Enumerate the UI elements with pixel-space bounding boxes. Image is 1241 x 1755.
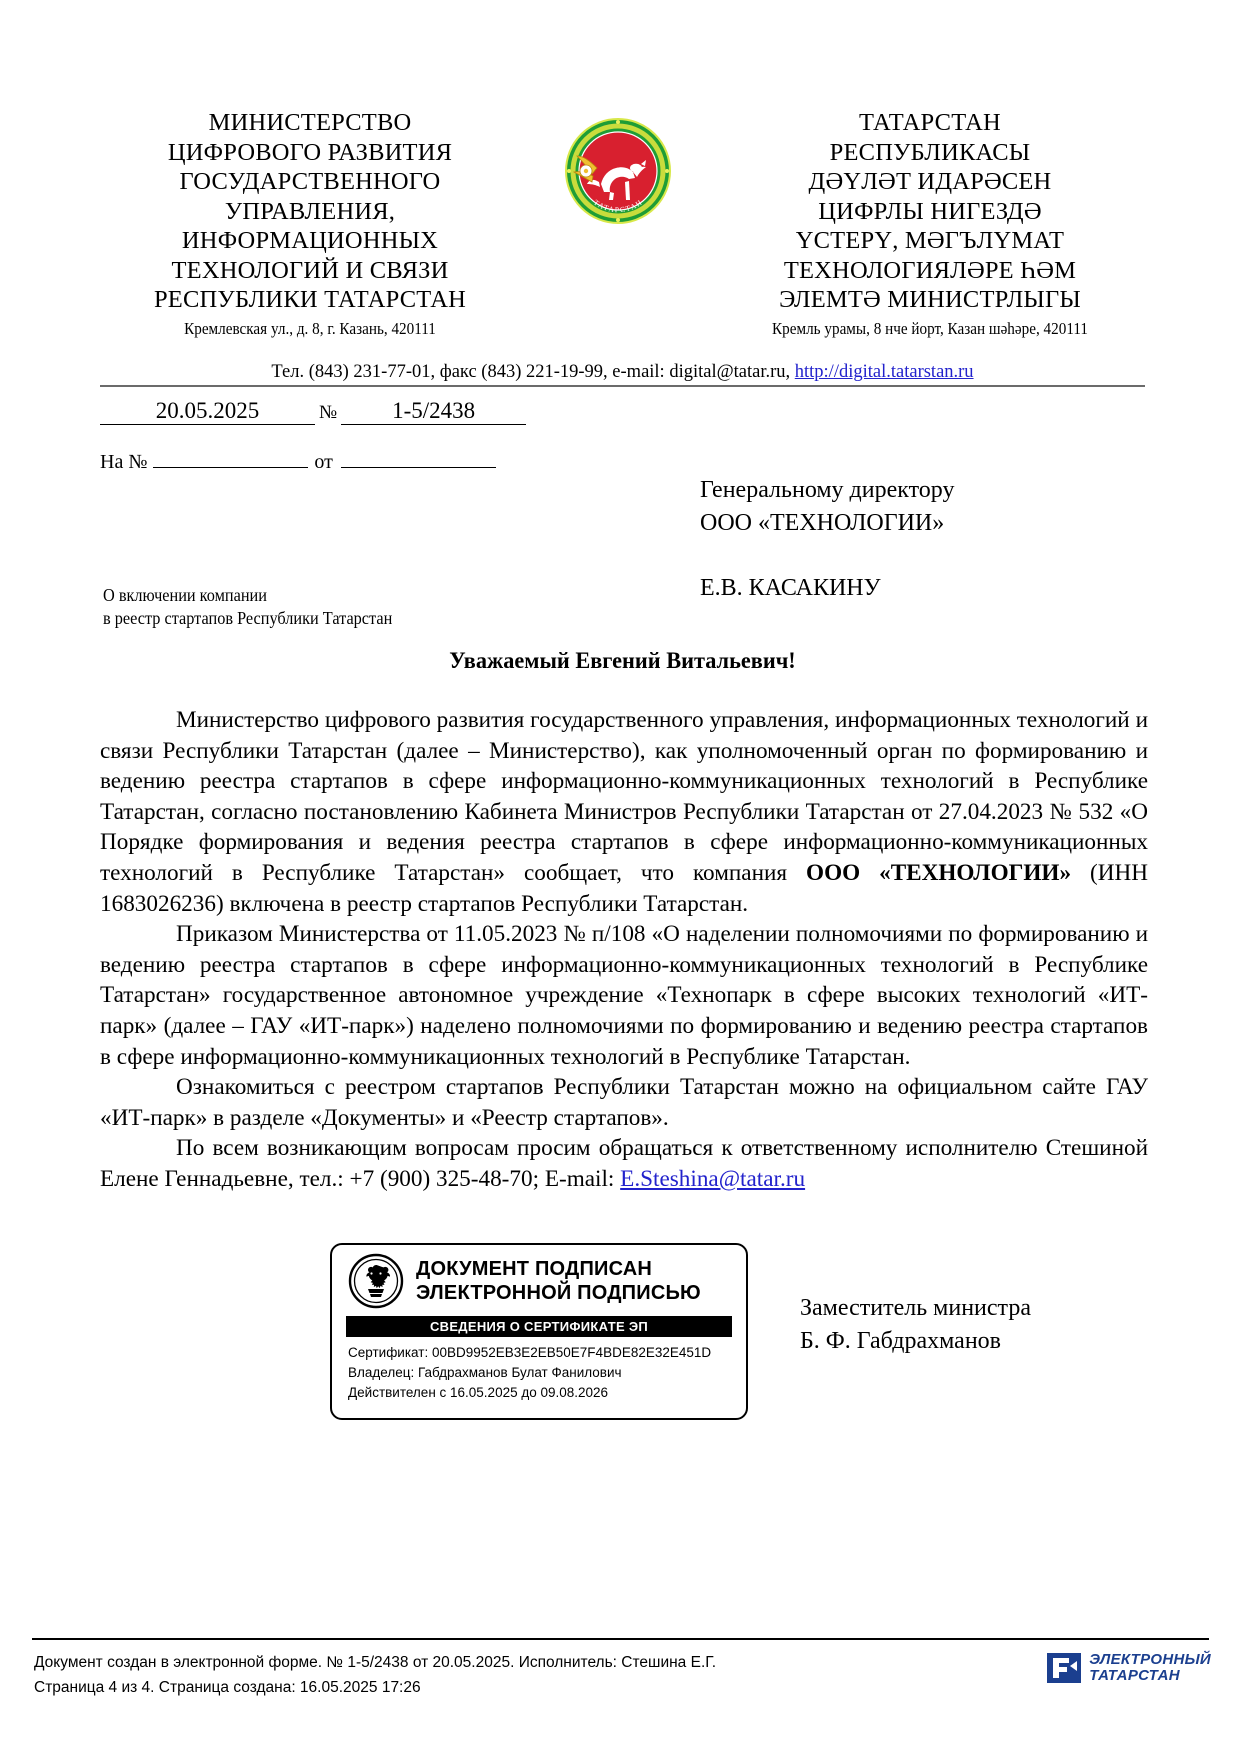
letterhead-tatar (715, 108, 1145, 338)
addressee-name: Е.В. КАСАКИНУ (700, 575, 881, 601)
svg-text:ТАТАРСТАН: ТАТАРСТАН (591, 197, 644, 215)
greeting: Уважаемый Евгений Витальевич! (449, 648, 796, 674)
incoming-ref-from-label: от (314, 451, 333, 473)
letterhead-tt-address: Кремль урамы, 8 нче йорт, Казан шәһәре, 420111 (772, 318, 1088, 338)
signer-block (800, 1292, 1130, 1358)
letterhead-tt-line-2: ДӘҮЛӘТ ИДАРӘСЕН (808, 168, 1052, 195)
letterhead-russian (100, 108, 520, 338)
incoming-ref-label: На № (100, 451, 148, 473)
subject-block (103, 584, 549, 630)
incoming-ref-date-blank (341, 450, 496, 468)
contact-email-link[interactable]: E.Steshina@tatar.ru (620, 1165, 806, 1192)
body-p1-part-a: Министерство цифрового развития государственного управления, информационных технологий и связи Республики Татарстан (далее – Министерство), как уполномоченный орган по формированию и ведению реестра стартапов в сфере информационно-коммуникационных технологий в Республике Татарстан, согласно постановлению Кабинета Министров Республики Татарстан от 27.04.2023 № 532 «О Порядке формирования и ведения реестра стартапов в сфере информационно-коммуникационных технологий в Республике Татарстан» сообщает, что компания (100, 707, 1148, 886)
footer-line-1: Документ создан в электронной форме. № 1-5/2438 от 20.05.2025. Исполнитель: Стешина Е.Г. (34, 1654, 717, 1671)
letterhead-ru-address: Кремлевская ул., д. 8, г. Казань, 420111 (184, 318, 436, 338)
stamp-title (416, 1257, 701, 1305)
stamp-title-line-1: ДОКУМЕНТ ПОДПИСАН (416, 1258, 653, 1280)
letterhead-ru-line-1: ЦИФРОВОГО РАЗВИТИЯ (167, 138, 453, 166)
body-p1-company: ООО «ТЕХНОЛОГИИ» (806, 859, 1072, 886)
letterhead-tt-line-1: РЕСПУБЛИКАСЫ (829, 138, 1031, 166)
ministry-website-link[interactable]: http://digital.tatarstan.ru (794, 362, 974, 382)
reference-line (100, 398, 620, 425)
letterhead-tt-line-0: ТАТАРСТАН (859, 109, 1001, 136)
coat-of-arms-icon (563, 116, 673, 226)
number-label: № (319, 402, 338, 423)
electronic-tatarstan-wordmark (1089, 1652, 1211, 1684)
body-paragraph-1 (100, 705, 1148, 919)
letterhead-tt-line-6: ЭЛЕМТӘ МИНИСТРЛЫГЫ (779, 286, 1081, 313)
letterhead-ru-line-3: УПРАВЛЕНИЯ, (224, 197, 396, 225)
letterhead-ru-line-5: ТЕХНОЛОГИЙ И СВЯЗИ (171, 256, 449, 284)
body-paragraph-2: Приказом Министерства от 11.05.2023 № п/108 «О наделении полномочиями по формированию и ведению реестра стартапов в сфере информационно-коммуникационных технологий в Республике Татарстан» государственное автономное учреждение «Технопарк в сфере высоких технологий «ИТ-парк» (далее – ГАУ «ИТ-парк») наделено полномочиями по формированию и ведению реестра стартапов в сфере информационно-коммуникационных технологий в Республике Татарстан. (100, 921, 1148, 1070)
stamp-certificate-validity: Действителен с 16.05.2025 до 09.08.2026 (348, 1385, 609, 1400)
subject-line-2: в реестр стартапов Республики Татарстан (103, 608, 393, 628)
seal-icon (348, 1253, 404, 1309)
document-date: 20.05.2025 (100, 398, 315, 425)
footer-text (34, 1650, 934, 1700)
incoming-ref-number-blank (153, 450, 308, 468)
header-divider (100, 385, 1145, 387)
letterhead (100, 108, 1145, 338)
electronic-tatarstan-logo (1047, 1652, 1211, 1684)
letterhead-tt-line-5: ТЕХНОЛОГИЯЛӘРЕ ҺӘМ (783, 256, 1077, 284)
stamp-certificate-serial: Сертификат: 00BD9952EB3E2EB50E7F4BDE82E32E451D (348, 1345, 712, 1360)
document-number: 1-5/2438 (341, 398, 526, 425)
stamp-certificate-owner: Владелец: Габдрахманов Булат Фанилович (348, 1365, 622, 1380)
body-p1-part-b: (ИНН 1683026236) включена в реестр стартапов Республики Татарстан. (100, 859, 1148, 917)
incoming-reference-line (100, 450, 496, 474)
addressee-block (700, 474, 1120, 605)
signer-name: Б. Ф. Габдрахманов (800, 1328, 1001, 1354)
stamp-certificate-details (342, 1343, 736, 1403)
subject-line-1: О включении компании (103, 585, 267, 605)
contact-text: Тел. (843) 231-77-01, факс (843) 221-19-99, e-mail: digital@tatar.ru, (271, 362, 795, 382)
logo-line-2: ТАТАРСТАН (1089, 1667, 1180, 1684)
letterhead-ru-line-6: РЕСПУБЛИКИ ТАТАРСТАН (153, 286, 467, 313)
logo-line-1: ЭЛЕКТРОННЫЙ (1089, 1651, 1211, 1668)
body-paragraph-3: Ознакомиться с реестром стартапов Республики Татарстан можно на официальном сайте ГАУ «ИТ-парк» в разделе «Документы» и «Реестр стартапов». (100, 1074, 1148, 1131)
letterhead-ru-line-0: МИНИСТЕРСТВО (208, 109, 412, 136)
letterhead-ru-line-2: ГОСУДАРСТВЕННОГО (179, 168, 441, 195)
letterhead-tt-line-4: ҮСТЕРҮ, МӘГЪЛҮМАТ (795, 227, 1065, 254)
footer-line-2: Страница 4 из 4. Страница создана: 16.05.2025 17:26 (34, 1679, 421, 1696)
body-p4-text: По всем возникающим вопросам просим обращаться к ответственному исполнителю Стешиной Елене Геннадьевне, тел.: +7 (900) 325-48-70; E-mail: (100, 1135, 1148, 1192)
addressee-company: ООО «ТЕХНОЛОГИИ» (700, 510, 945, 536)
signer-position: Заместитель министра (800, 1295, 1031, 1321)
letter-body (100, 705, 1148, 1195)
stamp-header (342, 1253, 736, 1309)
letterhead-tt-line-3: ЦИФРЛЫ НИГЕЗДӘ (818, 197, 1042, 225)
electronic-signature-stamp (330, 1243, 748, 1420)
addressee-position: Генеральному директору (700, 477, 955, 503)
electronic-tatarstan-mark-icon (1047, 1653, 1081, 1683)
stamp-certificate-bar: СВЕДЕНИЯ О СЕРТИФИКАТЕ ЭП (346, 1316, 732, 1337)
body-paragraph-4 (100, 1133, 1148, 1194)
contact-line (100, 362, 1145, 383)
stamp-title-line-2: ЭЛЕКТРОННОЙ ПОДПИСЬЮ (416, 1282, 701, 1304)
footer-divider (32, 1638, 1209, 1640)
letterhead-ru-line-4: ИНФОРМАЦИОННЫХ (181, 227, 439, 254)
